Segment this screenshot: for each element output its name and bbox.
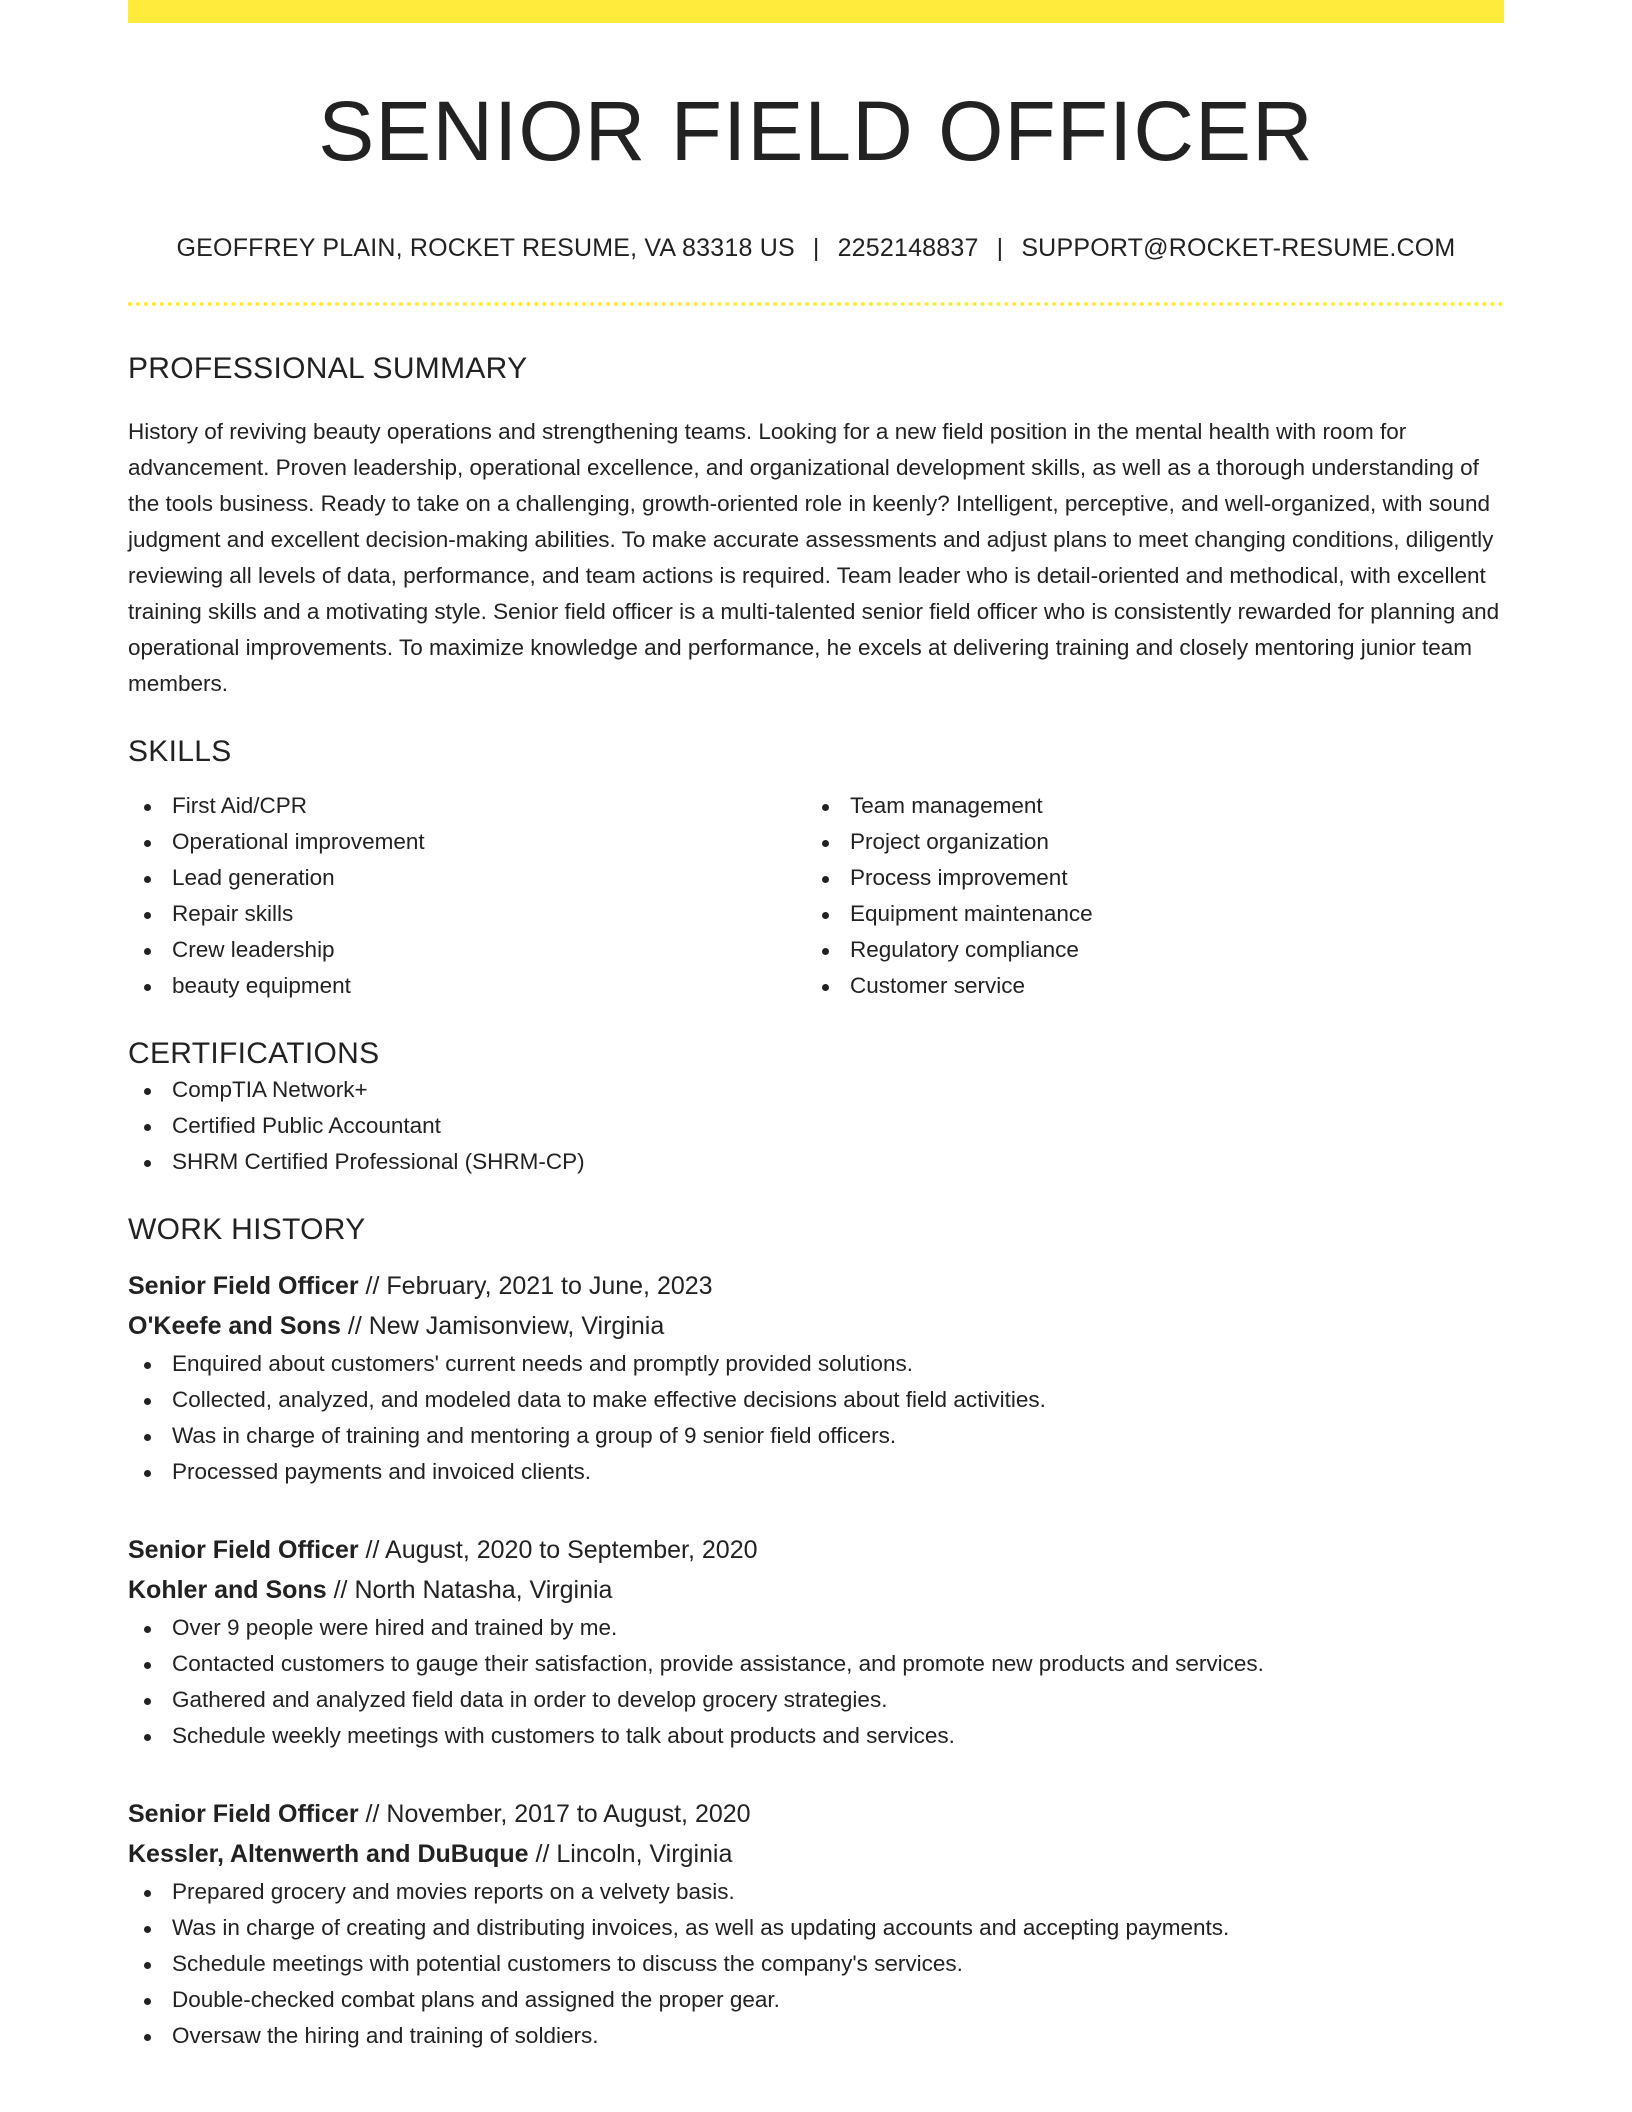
job-duties-list xyxy=(128,1610,1504,1754)
job-title-line xyxy=(128,1794,1504,1834)
contact-phone: 2252148837 xyxy=(837,233,979,262)
section-heading-certifications: CERTIFICATIONS xyxy=(128,1037,380,1071)
job-duty-item: Schedule weekly meetings with customers to talk about products and services. xyxy=(128,1718,1504,1754)
job-company: Kessler, Altenwerth and DuBuque xyxy=(128,1840,529,1869)
job-separator: // xyxy=(528,1840,557,1869)
contact-address: GEOFFREY PLAIN, ROCKET RESUME, VA 83318 US xyxy=(176,233,795,262)
skills-section xyxy=(128,734,1504,1004)
job-company-line xyxy=(128,1570,1504,1610)
job-dates: February, 2021 to June, 2023 xyxy=(386,1272,713,1301)
job-entry xyxy=(128,1530,1504,1754)
skill-item: Crew leadership xyxy=(128,932,806,968)
certification-item: CompTIA Network+ xyxy=(128,1072,1504,1108)
skill-item: Operational improvement xyxy=(128,824,806,860)
section-heading-work-history: WORK HISTORY xyxy=(128,1213,366,1247)
job-location: Lincoln, Virginia xyxy=(556,1840,733,1869)
certifications-section xyxy=(128,1036,1504,1180)
job-duty-item: Contacted customers to gauge their satisfaction, provide assistance, and promote new products and services. xyxy=(128,1646,1504,1682)
certification-item: SHRM Certified Professional (SHRM-CP) xyxy=(128,1144,1504,1180)
job-separator: // xyxy=(326,1576,355,1605)
job-duty-item: Over 9 people were hired and trained by me. xyxy=(128,1610,1504,1646)
dotted-divider xyxy=(128,302,1504,306)
job-title-line xyxy=(128,1266,1504,1306)
summary-text: History of reviving beauty operations and strengthening teams. Looking for a new field position in the mental health with room for advancement. Proven leadership, operational excellence, and organizational development skills, as well as a thorough understanding of the tools business. Ready to take on a challenging, growth-oriented role in keenly? Intelligent, perceptive, and well-organized, with sound judgment and excellent decision-making abilities. To make accurate assessments and adjust plans to meet changing conditions, diligently reviewing all levels of data, performance, and team actions is required. Team leader who is detail-oriented and methodical, with excellent training skills and a motivating style. Senior field officer is a multi-talented senior field officer who is consistently rewarded for planning and operational improvements. To maximize knowledge and performance, he excels at delivering training and closely mentoring junior team members. xyxy=(128,419,1500,697)
job-title: Senior Field Officer xyxy=(128,1800,359,1829)
job-duty-item: Gathered and analyzed field data in order to develop grocery strategies. xyxy=(128,1682,1504,1718)
job-company-line xyxy=(128,1834,1504,1874)
job-duties-list xyxy=(128,1346,1504,1490)
skills-column-right xyxy=(806,788,1484,1004)
job-separator: // xyxy=(340,1312,369,1341)
job-separator: // xyxy=(358,1272,387,1301)
skill-item: Regulatory compliance xyxy=(806,932,1484,968)
job-company-line xyxy=(128,1306,1504,1346)
skills-column-left xyxy=(128,788,806,1004)
contact-line xyxy=(128,232,1504,265)
job-location: New Jamisonview, Virginia xyxy=(368,1312,665,1341)
job-location: North Natasha, Virginia xyxy=(354,1576,613,1605)
contact-separator: | xyxy=(812,233,820,262)
accent-bar xyxy=(128,0,1504,23)
professional-summary-section xyxy=(128,351,1504,702)
job-separator: // xyxy=(358,1536,386,1565)
skills-grid xyxy=(128,788,1504,1004)
job-entry xyxy=(128,1794,1504,2054)
section-heading-skills: SKILLS xyxy=(128,735,232,769)
job-company: Kohler and Sons xyxy=(128,1576,327,1605)
job-dates: November, 2017 to August, 2020 xyxy=(386,1800,751,1829)
job-separator: // xyxy=(358,1800,387,1829)
job-duty-item: Was in charge of training and mentoring a group of 9 senior field officers. xyxy=(128,1418,1504,1454)
job-duty-item: Oversaw the hiring and training of soldiers. xyxy=(128,2018,1504,2054)
job-entry xyxy=(128,1266,1504,1490)
job-company: O'Keefe and Sons xyxy=(128,1312,341,1341)
skill-item: Repair skills xyxy=(128,896,806,932)
skill-item: First Aid/CPR xyxy=(128,788,806,824)
job-duty-item: Double-checked combat plans and assigned the proper gear. xyxy=(128,1982,1504,2018)
job-title: Senior Field Officer xyxy=(128,1536,359,1565)
certification-item: Certified Public Accountant xyxy=(128,1108,1504,1144)
section-heading-summary: PROFESSIONAL SUMMARY xyxy=(128,352,528,386)
job-duty-item: Schedule meetings with potential customers to discuss the company's services. xyxy=(128,1946,1504,1982)
skill-item: Equipment maintenance xyxy=(806,896,1484,932)
job-duty-item: Processed payments and invoiced clients. xyxy=(128,1454,1504,1490)
work-history-section xyxy=(128,1212,1504,2054)
job-duty-item: Enquired about customers' current needs and promptly provided solutions. xyxy=(128,1346,1504,1382)
skills-list-left xyxy=(128,788,806,1004)
resume-title: SENIOR FIELD OFFICER xyxy=(318,84,1314,178)
job-duties-list xyxy=(128,1874,1504,2054)
skill-item: Team management xyxy=(806,788,1484,824)
resume-page xyxy=(128,0,1504,2054)
job-duty-item: Collected, analyzed, and modeled data to make effective decisions about field activities. xyxy=(128,1382,1504,1418)
skill-item: Process improvement xyxy=(806,860,1484,896)
job-title-line xyxy=(128,1530,1504,1570)
skill-item: beauty equipment xyxy=(128,968,806,1004)
skill-item: Project organization xyxy=(806,824,1484,860)
skill-item: Lead generation xyxy=(128,860,806,896)
job-title: Senior Field Officer xyxy=(128,1272,359,1301)
contact-email: SUPPORT@ROCKET-RESUME.COM xyxy=(1021,233,1456,262)
certifications-list xyxy=(128,1072,1504,1180)
contact-separator: | xyxy=(996,233,1004,262)
skill-item: Customer service xyxy=(806,968,1484,1004)
skills-list-right xyxy=(806,788,1484,1004)
job-dates: August, 2020 to September, 2020 xyxy=(385,1536,758,1565)
job-duty-item: Prepared grocery and movies reports on a velvety basis. xyxy=(128,1874,1504,1910)
job-duty-item: Was in charge of creating and distributing invoices, as well as updating accounts and accepting payments. xyxy=(128,1910,1504,1946)
